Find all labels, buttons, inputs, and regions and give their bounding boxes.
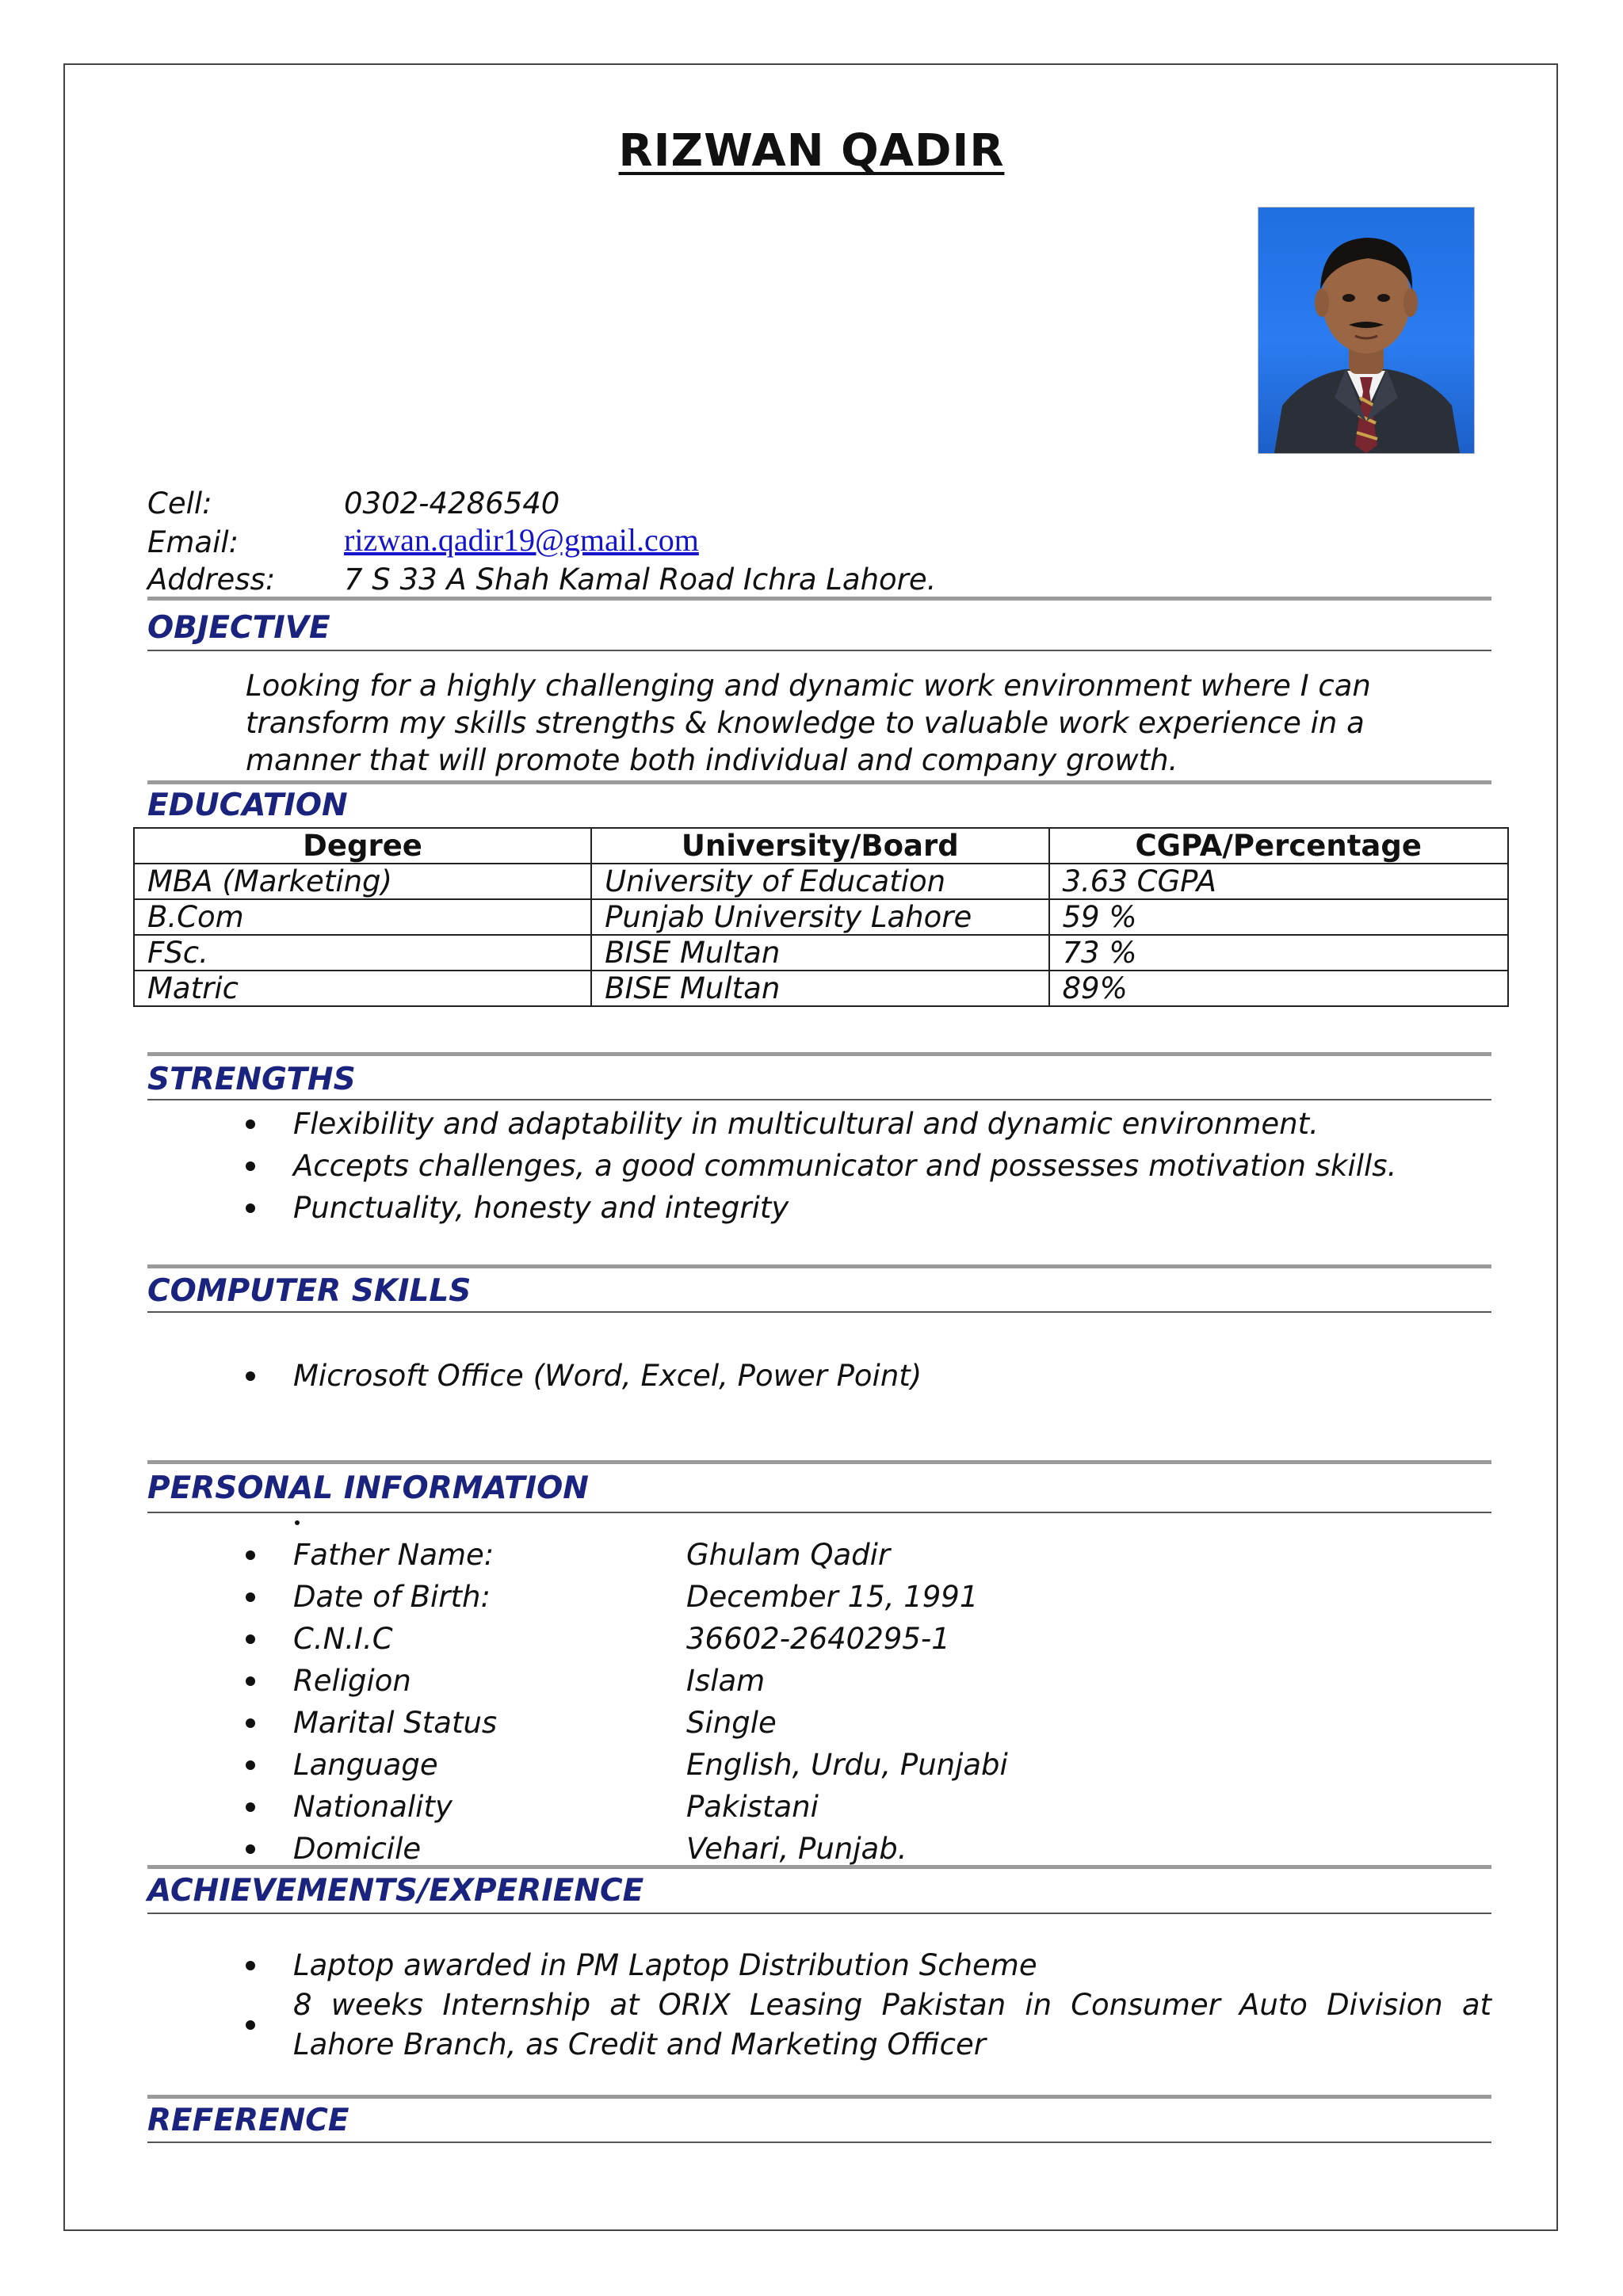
list-item <box>293 1534 891 1576</box>
table-cell: University of Education <box>591 864 1048 899</box>
education-table <box>133 827 1509 1007</box>
info-label: Marital Status <box>293 1706 498 1740</box>
education-header-row <box>134 828 1508 864</box>
personal-bottom-rule <box>147 1512 1491 1513</box>
personal-top-rule <box>147 1460 1491 1464</box>
education-top-rule <box>147 780 1491 784</box>
list-item: Laptop awarded in PM Laptop Distribution Scheme <box>293 1946 1491 1985</box>
info-value: Vehari, Punjab. <box>686 1832 907 1866</box>
column-header: CGPA/Percentage <box>1049 828 1509 864</box>
reference-heading: REFERENCE <box>147 2103 349 2138</box>
table-cell: BISE Multan <box>591 971 1048 1006</box>
email-label: Email: <box>147 525 239 559</box>
list-item <box>293 1786 819 1828</box>
achievements-bottom-rule <box>147 1913 1491 1914</box>
cell-value: 0302-4286540 <box>344 486 560 521</box>
strengths-heading: STRENGTHS <box>147 1062 356 1097</box>
table-cell: Matric <box>134 971 591 1006</box>
personal-info-list <box>293 1534 1008 1870</box>
table-cell: BISE Multan <box>591 935 1048 971</box>
list-item <box>293 1576 979 1618</box>
list-item: Punctuality, honesty and integrity <box>293 1187 1396 1229</box>
address-label: Address: <box>147 563 276 597</box>
achievements-top-rule <box>147 1865 1491 1869</box>
table-cell: FSc. <box>134 935 591 971</box>
list-item: Microsoft Office (Word, Excel, Power Point) <box>293 1355 922 1397</box>
table-cell: 73 % <box>1049 935 1509 971</box>
address-value: 7 S 33 A Shah Kamal Road Ichra Lahore. <box>344 563 937 597</box>
objective-heading: OBJECTIVE <box>147 610 330 646</box>
table-cell: 3.63 CGPA <box>1049 864 1509 899</box>
info-label: Date of Birth: <box>293 1580 491 1614</box>
info-value: Ghulam Qadir <box>686 1538 891 1572</box>
achievements-heading: ACHIEVEMENTS/EXPERIENCE <box>147 1873 644 1909</box>
table-row <box>134 899 1508 935</box>
list-item <box>293 1702 777 1744</box>
table-cell: MBA (Marketing) <box>134 864 591 899</box>
education-heading: EDUCATION <box>147 788 348 823</box>
strengths-bottom-rule <box>147 1099 1491 1100</box>
empty-bullet <box>295 1520 300 1525</box>
reference-top-rule <box>147 2095 1491 2099</box>
objective-text: Looking for a highly challenging and dynamic work environment where I can transform my skills strengths & knowledge to valuable work experience in a manner that will promote both individual and company growth. <box>246 669 1371 777</box>
info-label: Nationality <box>293 1790 453 1824</box>
info-label: Domicile <box>293 1832 422 1866</box>
info-label: Father Name: <box>293 1538 495 1572</box>
computer-skills-heading: COMPUTER SKILLS <box>147 1273 472 1309</box>
email-link[interactable]: rizwan.qadir19@gmail.com <box>344 522 699 558</box>
personal-heading: PERSONAL INFORMATION <box>147 1470 589 1506</box>
reference-bottom-rule <box>147 2142 1491 2143</box>
list-item: 8 weeks Internship at ORIX Leasing Pakistan in Consumer Auto Division at Lahore Branch, as Credit and Marketing Officer <box>293 1985 1491 2065</box>
table-cell: Punjab University Lahore <box>591 899 1048 935</box>
table-row <box>134 864 1508 899</box>
table-cell: 59 % <box>1049 899 1509 935</box>
list-item <box>293 1828 907 1870</box>
table-cell: 89% <box>1049 971 1509 1006</box>
achievements-list <box>293 1946 1491 2065</box>
column-header: Degree <box>134 828 591 864</box>
computer-skills-bottom-rule <box>147 1311 1491 1313</box>
info-value: 36602-2640295-1 <box>686 1622 950 1656</box>
profile-photo <box>1258 208 1474 453</box>
cell-label: Cell: <box>147 486 212 521</box>
computer-skills-list <box>293 1355 922 1397</box>
objective-top-rule <box>147 597 1491 601</box>
strengths-top-rule <box>147 1052 1491 1056</box>
info-label: C.N.I.C <box>293 1622 393 1656</box>
info-value: December 15, 1991 <box>686 1580 979 1614</box>
info-value: Pakistani <box>686 1790 819 1824</box>
column-header: University/Board <box>591 828 1048 864</box>
list-item: Accepts challenges, a good communicator and possesses motivation skills. <box>293 1145 1396 1187</box>
objective-bottom-rule <box>147 650 1491 651</box>
info-label: Religion <box>293 1664 411 1698</box>
info-label: Language <box>293 1748 438 1782</box>
list-item <box>293 1660 766 1702</box>
list-item <box>293 1744 1008 1786</box>
info-value: English, Urdu, Punjabi <box>686 1748 1008 1782</box>
computer-skills-top-rule <box>147 1264 1491 1268</box>
list-item <box>293 1618 950 1660</box>
info-value: Single <box>686 1706 777 1740</box>
table-row <box>134 935 1508 971</box>
candidate-name: RIZWAN QADIR <box>618 125 1005 177</box>
table-row <box>134 971 1508 1006</box>
table-cell: B.Com <box>134 899 591 935</box>
strengths-list <box>293 1103 1396 1229</box>
info-value: Islam <box>686 1664 766 1698</box>
list-item: Flexibility and adaptability in multicultural and dynamic environment. <box>293 1103 1396 1145</box>
